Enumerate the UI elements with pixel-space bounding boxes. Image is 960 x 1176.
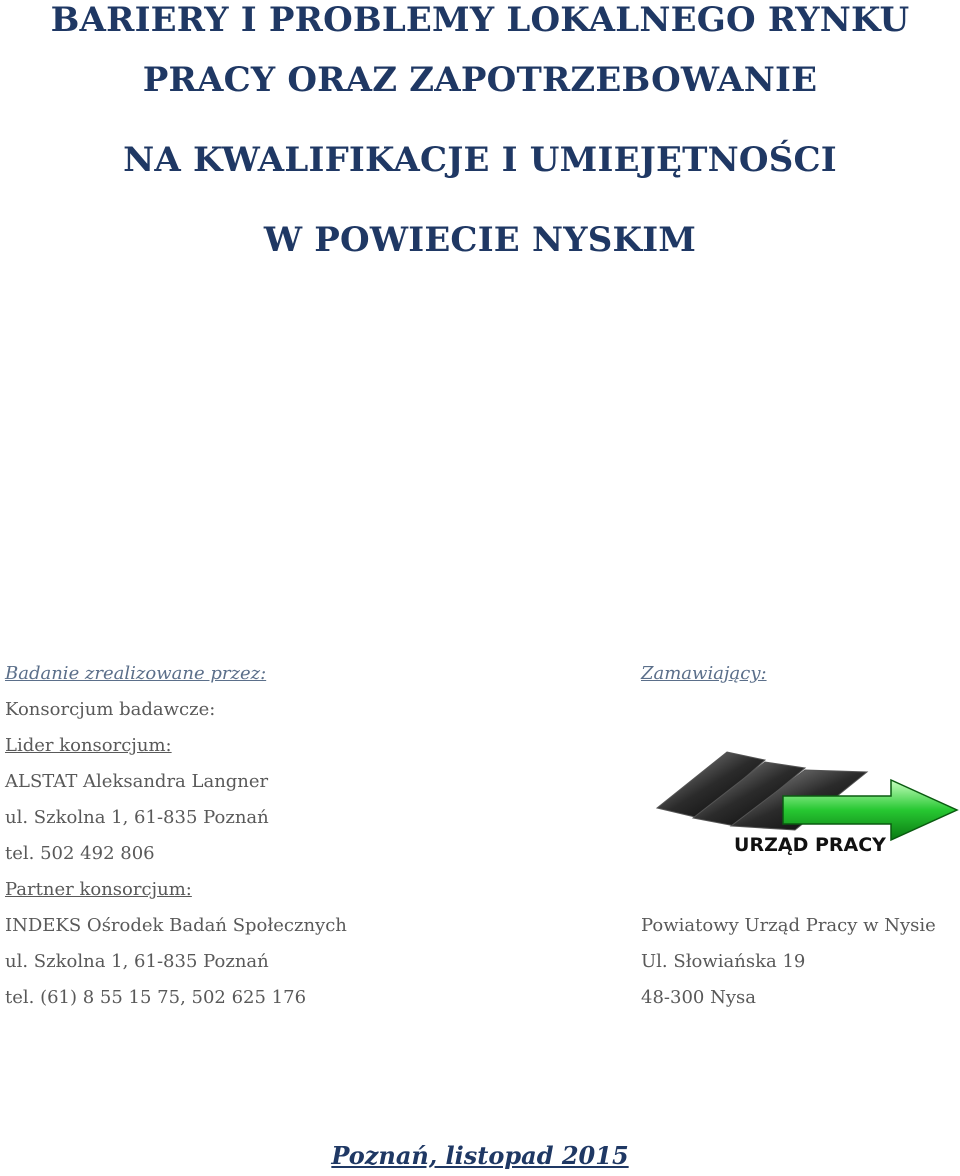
title-line-1: BARIERY I PROBLEMY LOKALNEGO RYNKU (50, 0, 910, 40)
client-city: 48-300 Nysa (641, 987, 756, 1008)
leader-phone: tel. 502 492 806 (5, 843, 155, 864)
place-date: Poznań, listopad 2015 (331, 1141, 629, 1170)
client-heading: Zamawiający: (641, 663, 767, 684)
title-line-2: PRACY ORAZ ZAPOTRZEBOWANIE (142, 60, 818, 100)
executor-section (5, 656, 605, 1016)
logo-text: URZĄD PRACY (734, 834, 886, 856)
leader-name: ALSTAT Aleksandra Langner (5, 771, 269, 792)
document-title (0, 0, 960, 280)
logo-arrows-icon (655, 748, 960, 860)
leader-address: ul. Szkolna 1, 61-835 Poznań (5, 807, 269, 828)
executor-heading: Badanie zrealizowane przez: (5, 663, 267, 684)
client-name: Powiatowy Urząd Pracy w Nysie (641, 915, 936, 936)
urzad-pracy-logo (655, 748, 960, 860)
client-address: Ul. Słowiańska 19 (641, 951, 806, 972)
consortium-label: Konsorcjum badawcze: (5, 699, 216, 720)
partner-label: Partner konsorcjum: (5, 879, 192, 900)
partner-address: ul. Szkolna 1, 61-835 Poznań (5, 951, 269, 972)
partner-phone: tel. (61) 8 55 15 75, 502 625 176 (5, 987, 307, 1008)
leader-label: Lider konsorcjum: (5, 735, 172, 756)
partner-name: INDEKS Ośrodek Badań Społecznych (5, 915, 347, 936)
title-line-4: W POWIECIE NYSKIM (263, 220, 697, 260)
title-line-3: NA KWALIFIKACJE I UMIEJĘTNOŚCI (123, 140, 837, 180)
